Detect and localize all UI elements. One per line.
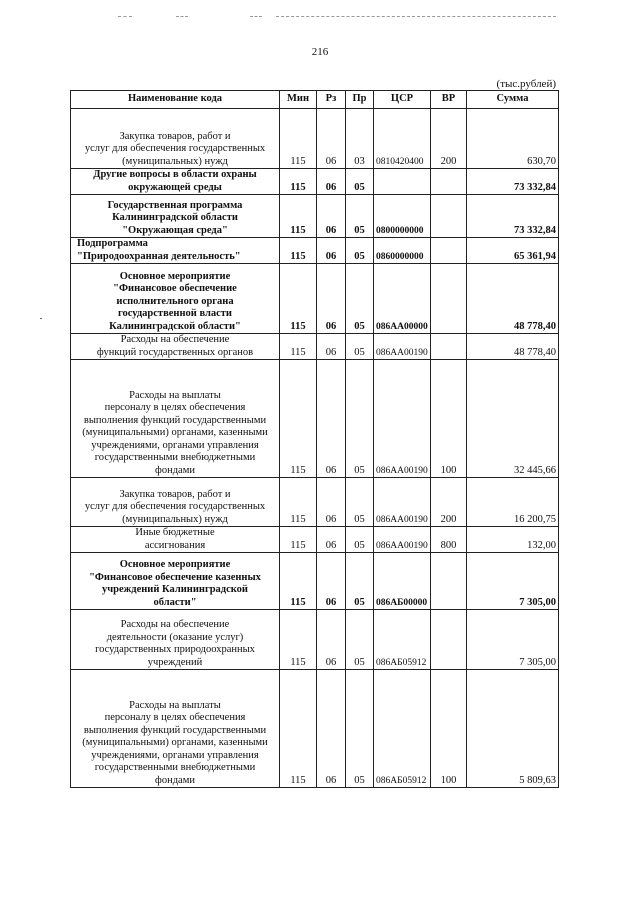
cell-pr: 05 [346, 478, 374, 527]
cell-rz: 06 [317, 553, 346, 610]
cell-csr: 086АА00190 [374, 334, 431, 360]
cell-sum: 73 332,84 [467, 195, 559, 238]
cell-csr: 086АБ05912 [374, 670, 431, 788]
table-row [71, 109, 559, 169]
cell-sum: 7 305,00 [467, 553, 559, 610]
cell-min: 115 [280, 670, 317, 788]
cell-min: 115 [280, 478, 317, 527]
page-number: 216 [311, 46, 329, 58]
cell-pr: 05 [346, 610, 374, 670]
cell-vr: 100 [431, 670, 467, 788]
cell-name: Подпрограмма "Природоохранная деятельность" [71, 238, 280, 264]
cell-name: Расходы на обеспечение деятельности (оказание услуг) государственных природоохранных учреждений [71, 610, 280, 670]
cell-pr: 05 [346, 238, 374, 264]
cell-sum: 132,00 [467, 527, 559, 553]
table-row [71, 553, 559, 610]
scan-artifact [276, 16, 556, 18]
budget-table [70, 90, 559, 788]
cell-vr [431, 610, 467, 670]
cell-pr: 05 [346, 360, 374, 478]
cell-rz: 06 [317, 478, 346, 527]
header-sum: Сумма [467, 91, 559, 109]
cell-rz: 06 [317, 670, 346, 788]
header-csr: ЦСР [374, 91, 431, 109]
cell-pr: 05 [346, 527, 374, 553]
cell-sum: 73 332,84 [467, 169, 559, 195]
cell-csr: 086АБ05912 [374, 610, 431, 670]
cell-rz: 06 [317, 527, 346, 553]
cell-min: 115 [280, 195, 317, 238]
cell-name: Расходы на выплаты персоналу в целях обеспечения выполнения функций государственными (муниципальными) органами, казенными учреждениями, органами управления государственными внебюджетными фондами [71, 360, 280, 478]
header-rz: Рз [317, 91, 346, 109]
cell-csr: 086АА00190 [374, 360, 431, 478]
cell-rz: 06 [317, 109, 346, 169]
cell-min: 115 [280, 527, 317, 553]
header-min: Мин [280, 91, 317, 109]
cell-name: Закупка товаров, работ и услуг для обеспечения государственных (муниципальных) нужд [71, 478, 280, 527]
table-row [71, 527, 559, 553]
cell-vr [431, 553, 467, 610]
cell-sum: 7 305,00 [467, 610, 559, 670]
cell-sum: 48 778,40 [467, 264, 559, 334]
cell-name: Расходы на обеспечение функций государственных органов [71, 334, 280, 360]
cell-csr: 086АА00190 [374, 478, 431, 527]
cell-vr: 200 [431, 478, 467, 527]
cell-name: Закупка товаров, работ и услуг для обеспечения государственных (муниципальных) нужд [71, 109, 280, 169]
table-row [71, 195, 559, 238]
scan-artifact [118, 16, 132, 18]
cell-name: Другие вопросы в области охраны окружающей среды [71, 169, 280, 195]
cell-rz: 06 [317, 360, 346, 478]
cell-sum: 630,70 [467, 109, 559, 169]
cell-min: 115 [280, 610, 317, 670]
cell-rz: 06 [317, 195, 346, 238]
scan-artifact [176, 16, 188, 18]
cell-min: 115 [280, 238, 317, 264]
cell-rz: 06 [317, 238, 346, 264]
cell-csr: 086АБ00000 [374, 553, 431, 610]
cell-csr: 0800000000 [374, 195, 431, 238]
cell-vr [431, 169, 467, 195]
scan-artifact [40, 318, 42, 319]
cell-pr: 05 [346, 169, 374, 195]
cell-csr: 086АА00190 [374, 527, 431, 553]
cell-csr: 086АА00000 [374, 264, 431, 334]
cell-rz: 06 [317, 610, 346, 670]
cell-name: Государственная программа Калининградской области "Окружающая среда" [71, 195, 280, 238]
header-pr: Пр [346, 91, 374, 109]
cell-vr: 200 [431, 109, 467, 169]
cell-name: Расходы на выплаты персоналу в целях обеспечения выполнения функций государственными (муниципальными) органами, казенными учреждениями, органами управления государственными внебюджетными фондами [71, 670, 280, 788]
table-header-row [71, 91, 559, 109]
header-name: Наименование кода [71, 91, 280, 109]
cell-min: 115 [280, 553, 317, 610]
cell-rz: 06 [317, 334, 346, 360]
cell-csr [374, 169, 431, 195]
table-row [71, 360, 559, 478]
cell-csr: 0810420400 [374, 109, 431, 169]
cell-vr [431, 238, 467, 264]
cell-rz: 06 [317, 169, 346, 195]
table-row [71, 334, 559, 360]
table-row [71, 610, 559, 670]
cell-name: Иные бюджетные ассигнования [71, 527, 280, 553]
cell-min: 115 [280, 169, 317, 195]
table-row [71, 478, 559, 527]
header-vr: ВР [431, 91, 467, 109]
cell-sum: 5 809,63 [467, 670, 559, 788]
cell-vr: 800 [431, 527, 467, 553]
units-label: (тыс.рублей) [496, 78, 556, 90]
cell-csr: 0860000000 [374, 238, 431, 264]
table-row [71, 169, 559, 195]
cell-pr: 05 [346, 670, 374, 788]
cell-min: 115 [280, 264, 317, 334]
cell-sum: 32 445,66 [467, 360, 559, 478]
cell-pr: 05 [346, 553, 374, 610]
cell-pr: 05 [346, 334, 374, 360]
cell-sum: 65 361,94 [467, 238, 559, 264]
cell-vr [431, 195, 467, 238]
cell-vr: 100 [431, 360, 467, 478]
cell-min: 115 [280, 334, 317, 360]
cell-pr: 05 [346, 264, 374, 334]
cell-sum: 48 778,40 [467, 334, 559, 360]
cell-vr [431, 334, 467, 360]
cell-min: 115 [280, 109, 317, 169]
table-row [71, 264, 559, 334]
table-row [71, 238, 559, 264]
cell-vr [431, 264, 467, 334]
cell-sum: 16 200,75 [467, 478, 559, 527]
scan-artifact [250, 16, 262, 18]
cell-rz: 06 [317, 264, 346, 334]
cell-name: Основное мероприятие "Финансовое обеспечение исполнительного органа государственной власти Калининградской области" [71, 264, 280, 334]
cell-pr: 03 [346, 109, 374, 169]
table-row [71, 670, 559, 788]
cell-name: Основное мероприятие "Финансовое обеспечение казенных учреждений Калининградской области" [71, 553, 280, 610]
cell-min: 115 [280, 360, 317, 478]
cell-pr: 05 [346, 195, 374, 238]
